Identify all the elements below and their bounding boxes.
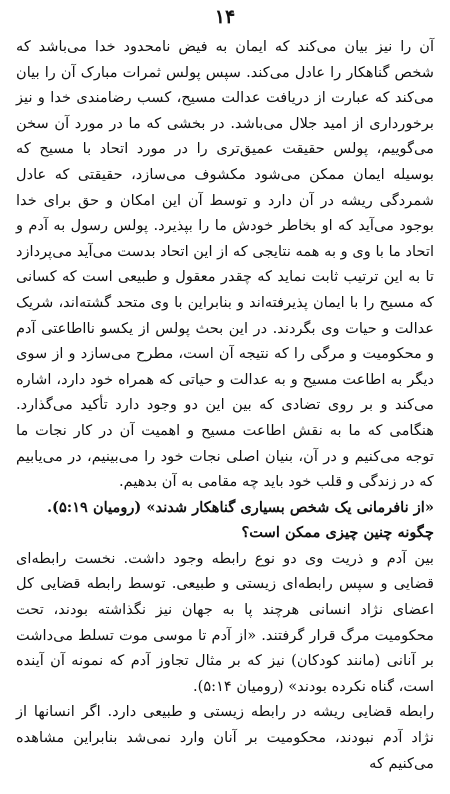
paragraph-relations: بین آدم و ذریت وی دو نوع رابطه وجود داشت. نخست رابطه‌ای قضایی و سپس رابطه‌ای زیستی و طبیعی. توسط رابطه قضایی کل اعضای نژاد انسانی هرچند پا به جهان نیز نگذاشته بودند، تحت محکومیت مرگ قرار گرفتند. «از آدم تا موسی موت تسلط می‌داشت بر آنانی (مانند کودکان) نیز که بر مثال تجاوز آدم که نمونه آن آینده است، گناه نکرده بودند» (رومیان ۵:۱۴).: [16, 549, 434, 695]
paragraph-intro: آن را نیز بیان می‌کند که ایمان به فیض نامحدود خدا می‌باشد که شخص گناهکار را عادل می‌کند. سپس پولس ثمرات مبارک آن را بیان می‌کند که عبارت از دریافت عدالت مسیح، کسب رضامندی خدا و نیز برخورداری از امید جلال می‌باشد. در بخشی که ما در مورد آن سخن می‌گوییم، پولس حقیقت عمیق‌تری را در مورد اتحاد با مسیح که بوسیله ایمان ممکن می‌شود مکشوف می‌سازد، حقیقتی که عادل شمردگی ریشه در آن دارد و توسط آن این امکان و حق برای خدا بوجود می‌آید که او بخاطر خودش ما را بپذیرد. پولس رسول به آدم و اتحاد ما با وی و به همه نتایجی که از این اتحاد بدست می‌آید می‌پردازد تا به این ترتیب ثابت نماید که چقدر معقول و طبیعی است که کسانی که مسیح را با ایمان پذیرفته‌اند و بنابراین با وی متحد گشته‌اند، شریک عدالت و حیات وی بگردند. در این بحث پولس از یکسو نااطاعتی آدم و محکومیت و مرگی را که نتیجه آن است، مطرح می‌سازد و از سوی دیگر به اطاعت مسیح و به عدالت و حیاتی که همراه خود دارد، اشاره می‌کند و بر روی تضادی که بین این دو وجود دارد تأکید می‌گذارد. هنگامی که ما به نقش اطاعت مسیح و اهمیت آن در کار نجات ما توجه می‌کنیم و در آن، بنیان اصلی نجات خود را می‌بینیم، در می‌یابیم که در زندگی و قلب خود باید چه مقامی به آن بدهیم.: [16, 38, 434, 491]
page-number: ۱۴: [214, 6, 236, 28]
question-heading: چگونه چنین چیزی ممکن است؟: [241, 524, 434, 542]
page-body: [16, 34, 434, 776]
paragraph-closing: رابطه قضایی ریشه در رابطه زیستی و طبیعی دارد. اگر انسانها از نژاد آدم نبودند، محکومیت بر آنان وارد نمی‌شد بنابراین مشاهده می‌کنیم که: [16, 703, 434, 772]
scripture-quote: «از نافرمانی یک شخص بسیاری گناهکار شدند» (رومیان ۵:۱۹).: [46, 498, 434, 516]
